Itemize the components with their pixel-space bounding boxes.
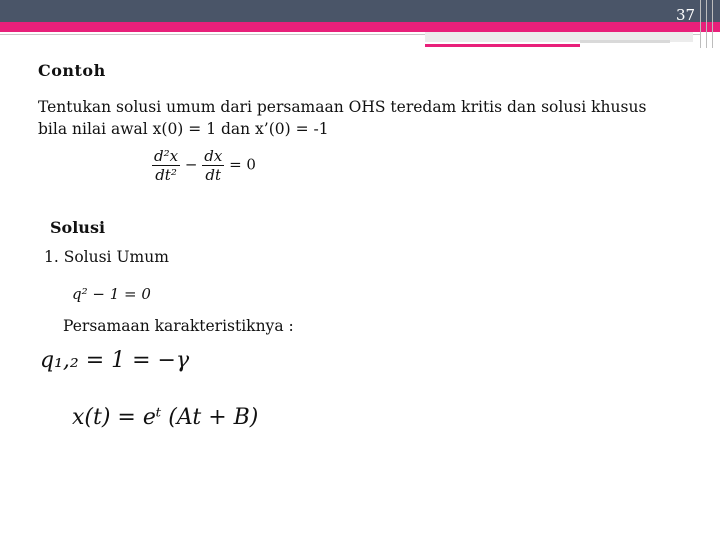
page-number: 37 xyxy=(676,6,696,24)
step-general-solution: 1. Solusi Umum xyxy=(44,248,169,266)
characteristic-label: Persamaan karakteristiknya : xyxy=(63,317,294,335)
header-decoration-line xyxy=(580,40,670,43)
solution-heading: Solusi xyxy=(50,218,106,237)
header-vertical-line xyxy=(712,0,713,48)
ode-operator: − xyxy=(184,155,198,174)
characteristic-equation: q² − 1 = 0 xyxy=(72,285,151,303)
ode-equation xyxy=(152,147,256,184)
ode-rhs: = 0 xyxy=(229,155,256,174)
general-solution-equation: x(t) = eᵗ (At + B) xyxy=(72,405,259,430)
header-vertical-line xyxy=(706,0,707,48)
ode-second-derivative: $\frac{\text{d²x}}{\text{dt²}}$ xyxy=(154,147,179,184)
ode-first-derivative: $\frac{dx}{dt}$ xyxy=(204,147,223,184)
roots-equation: q₁,₂ = 1 = −γ xyxy=(40,348,190,373)
header-accent-bar xyxy=(0,22,720,32)
example-heading: Contoh xyxy=(38,61,106,80)
problem-statement: Tentukan solusi umum dari persamaan OHS teredam kritis dan solusi khusus bila nilai awal x(0) = 1 dan x’(0) = -1 xyxy=(38,98,647,138)
header-bar xyxy=(0,0,720,22)
header-vertical-line xyxy=(700,0,701,48)
header-accent-line xyxy=(425,44,580,47)
